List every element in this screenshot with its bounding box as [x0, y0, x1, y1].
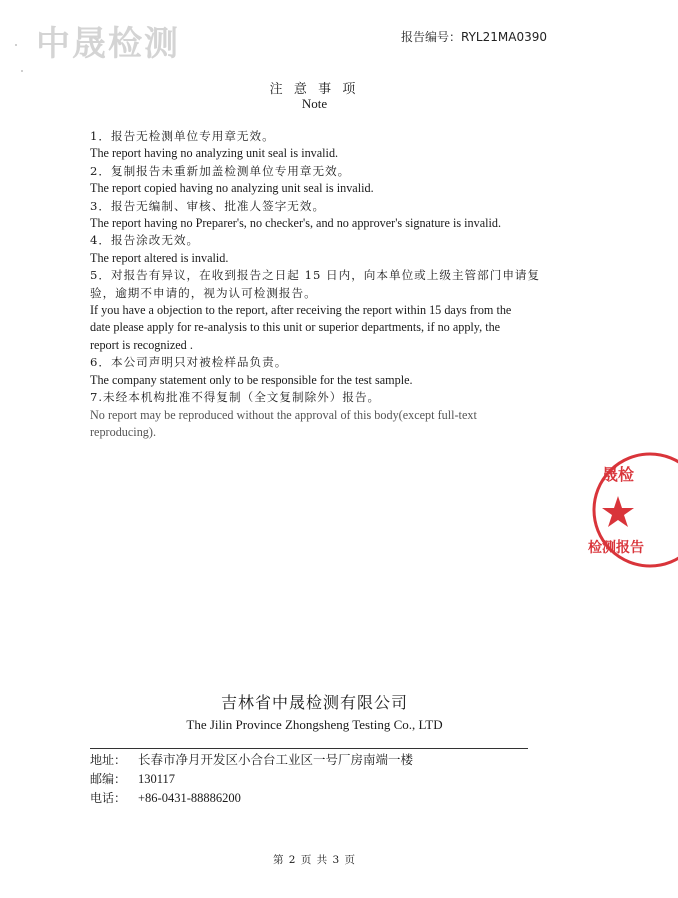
- contact-value: +86-0431-88886200: [138, 791, 241, 805]
- note-line-cn: 3．报告无编制、审核、批准人签字无效。: [90, 198, 326, 213]
- divider: [90, 748, 528, 749]
- contact-postcode: [90, 770, 413, 789]
- note-line-cn: 5．对报告有异议，在收到报告之日起 15 日内，向本单位或上级主管部门申请复: [90, 268, 541, 283]
- note-line-en: The report altered is invalid.: [90, 250, 229, 265]
- page-number: 第 2 页 共 3 页: [272, 854, 357, 866]
- company-name-en: The Jilin Province Zhongsheng Testing Co., LTD: [186, 717, 443, 732]
- contact-phone: [90, 789, 413, 808]
- note-line-en: No report may be reproduced without the approval of this body(except full-text: [90, 407, 477, 422]
- notes-list: [90, 128, 560, 441]
- note-line-en: reproducing).: [90, 424, 156, 439]
- report-number: [401, 28, 547, 45]
- scan-speck: [15, 44, 17, 46]
- contact-info: [90, 751, 413, 808]
- note-line-cn: 6．本公司声明只对被检样品负责。: [90, 355, 288, 370]
- note-line-en: The company statement only to be responsible for the test sample.: [90, 372, 413, 387]
- note-line-cn: 1．报告无检测单位专用章无效。: [90, 129, 275, 143]
- contact-label: 电话：: [90, 791, 127, 805]
- contact-label: 邮编：: [90, 772, 127, 786]
- contact-value: 长春市净月开发区小合台工业区一号厂房南端一楼: [138, 753, 414, 767]
- note-line-en: If you have a objection to the report, after receiving the report within 15 days from the: [90, 303, 512, 318]
- seal-star-icon: [602, 496, 634, 527]
- page-title-cn: 注 意 事 项: [269, 81, 360, 96]
- company-logo-watermark: 中晟检测: [36, 24, 180, 64]
- page-title-en: Note: [301, 96, 328, 111]
- note-line-cn: 4．报告涂改无效。: [90, 233, 200, 248]
- note-line-en: The report having no Preparer's, no checker's, and no approver's signature is invalid.: [90, 216, 502, 231]
- report-number-value: RYL21MA0390: [461, 30, 547, 44]
- seal-text-bottom: 检测报告: [588, 540, 644, 556]
- contact-address: [90, 751, 413, 770]
- note-line-en: The report having no analyzing unit seal is invalid.: [90, 146, 339, 161]
- note-line-cn: 验，逾期不申请的，视为认可检测报告。: [90, 285, 317, 300]
- seal-text-top: 晟检: [602, 465, 635, 484]
- contact-label: 地址：: [90, 753, 127, 767]
- official-seal-stamp: [588, 440, 678, 580]
- contact-value: 130117: [138, 772, 176, 786]
- note-line-en: date please apply for re-analysis to this unit or superior departments, if no apply, the: [90, 320, 501, 335]
- scan-speck: [21, 70, 23, 72]
- note-line-en: report is recognized .: [90, 337, 193, 352]
- company-name-cn: 吉林省中晟检测有限公司: [220, 693, 408, 712]
- report-number-label: 报告编号：: [401, 30, 462, 44]
- note-line-en: The report copied having no analyzing unit seal is invalid.: [90, 181, 374, 196]
- note-line-cn: 7.未经本机构批准不得复制（全文复制除外）报告。: [90, 390, 381, 405]
- note-line-cn: 2．复制报告未重新加盖检测单位专用章无效。: [90, 163, 351, 178]
